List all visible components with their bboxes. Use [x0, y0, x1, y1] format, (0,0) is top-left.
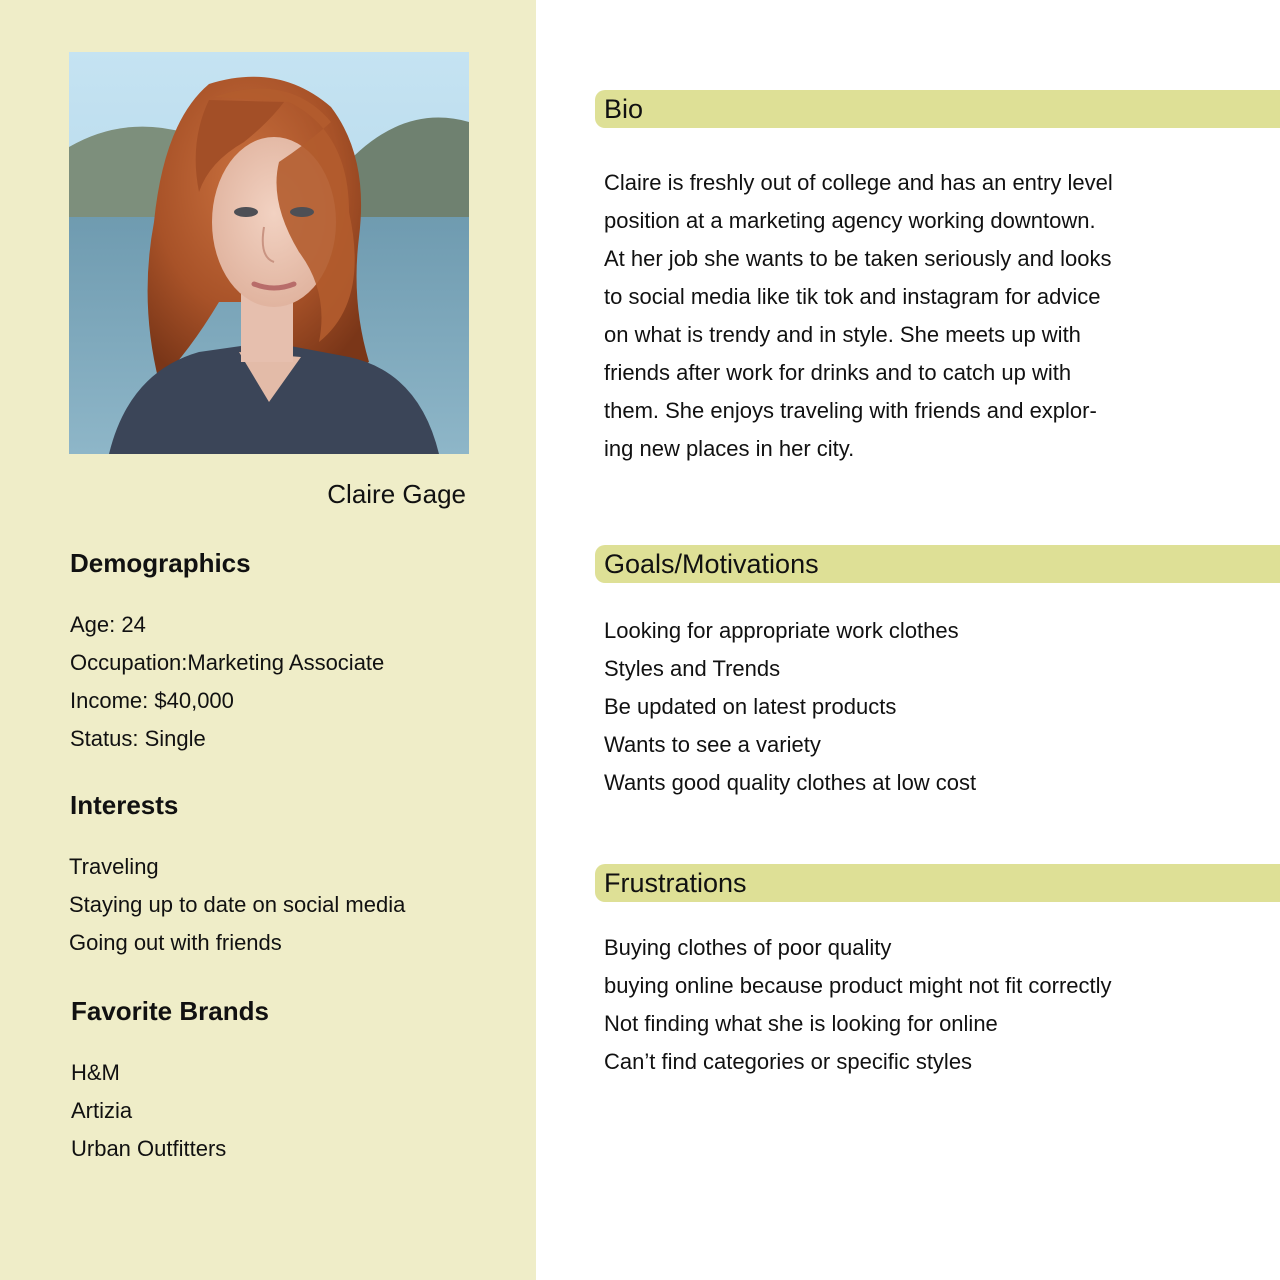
list-item: Status: Single [70, 726, 206, 751]
list-item: Can’t find categories or specific styles [604, 1049, 973, 1074]
bio-line: to social media like tik tok and instagram for advice [604, 284, 1101, 309]
demographics-heading: Demographics [70, 548, 251, 578]
list-item: Buying clothes of poor quality [604, 935, 892, 960]
list-item: Occupation:Marketing Associate [70, 650, 385, 675]
list-item: Urban Outfitters [71, 1136, 227, 1161]
portrait-photo [69, 52, 469, 454]
list-item: H&M [71, 1060, 120, 1085]
frustrations-heading: Frustrations [604, 868, 747, 898]
list-item: Styles and Trends [604, 656, 781, 681]
list-item: Not finding what she is looking for online [604, 1011, 998, 1036]
interests-list [69, 848, 405, 962]
left-panel [0, 0, 536, 1280]
list-item: Income: $40,000 [70, 688, 234, 713]
bio-text [604, 164, 1164, 468]
list-item: Going out with friends [69, 930, 282, 955]
goals-heading: Goals/Motivations [604, 549, 819, 579]
bio-line: on what is trendy and in style. She meets up with [604, 322, 1081, 347]
goals-section-bar [595, 545, 1280, 583]
bio-line: them. She enjoys traveling with friends and explor- [604, 398, 1097, 423]
frustrations-section-bar [595, 864, 1280, 902]
list-item: Traveling [69, 854, 159, 879]
list-item: buying online because product might not fit correctly [604, 973, 1112, 998]
demographics-list [70, 606, 384, 758]
goals-list [604, 612, 976, 802]
list-item: Wants good quality clothes at low cost [604, 770, 977, 795]
list-item: Looking for appropriate work clothes [604, 618, 959, 643]
persona-name: Claire Gage [327, 479, 466, 509]
bio-line: friends after work for drinks and to catch up with [604, 360, 1072, 385]
brands-heading: Favorite Brands [71, 996, 269, 1026]
bio-line: Claire is freshly out of college and has an entry level [604, 170, 1113, 195]
bio-line: ing new places in her city. [604, 436, 855, 461]
bio-line: At her job she wants to be taken seriously and looks [604, 246, 1112, 271]
list-item: Age: 24 [70, 612, 146, 637]
interests-heading: Interests [70, 790, 179, 820]
brands-list [71, 1054, 226, 1168]
bio-section-bar [595, 90, 1280, 128]
list-item: Staying up to date on social media [69, 892, 406, 917]
bio-line: position at a marketing agency working downtown. [604, 208, 1096, 233]
list-item: Wants to see a variety [604, 732, 821, 757]
list-item: Artizia [71, 1098, 133, 1123]
bio-heading: Bio [604, 94, 644, 124]
frustrations-list [604, 929, 1112, 1081]
list-item: Be updated on latest products [604, 694, 897, 719]
portrait-illustration [69, 52, 469, 454]
